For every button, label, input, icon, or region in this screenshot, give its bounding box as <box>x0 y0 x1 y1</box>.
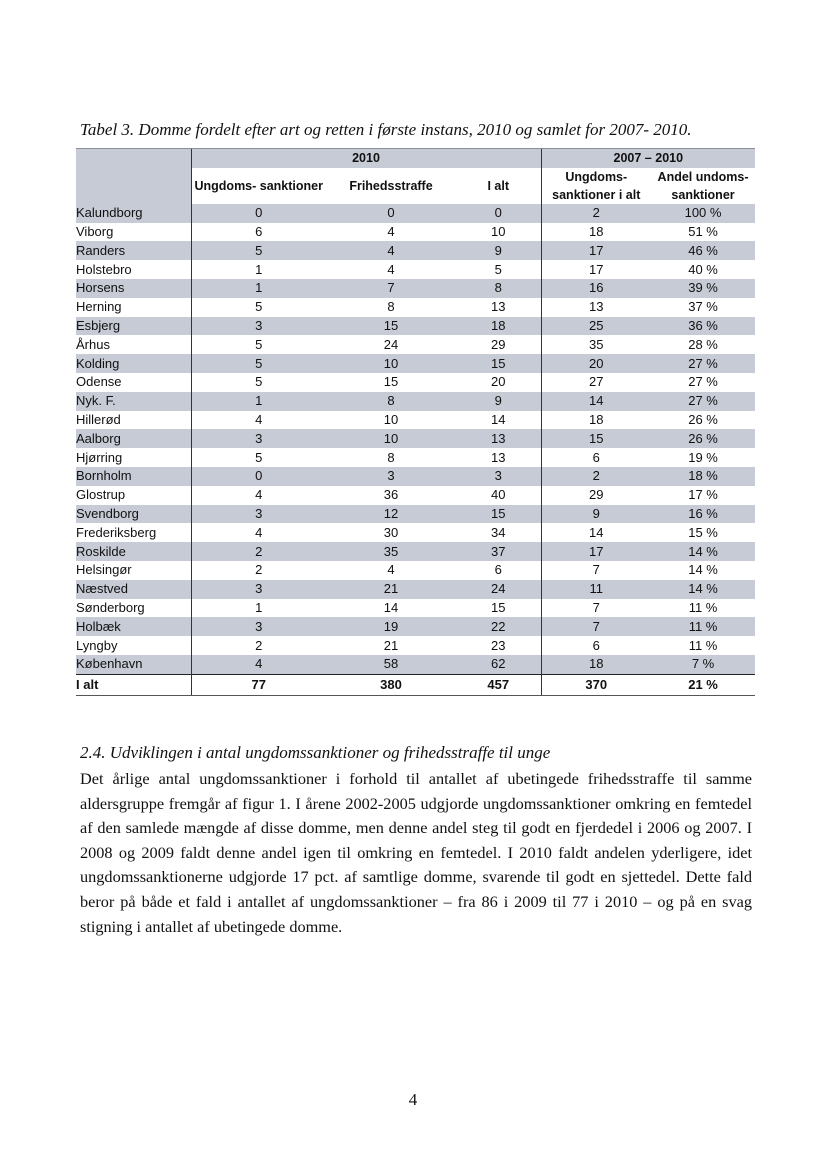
ungdom-2007-2010-cell: 17 <box>541 260 651 279</box>
frihed-2010-cell: 3 <box>326 467 456 486</box>
andel-cell: 19 % <box>651 448 755 467</box>
table-row <box>76 317 755 336</box>
ungdom-2007-2010-cell: 16 <box>541 279 651 298</box>
table-row <box>76 542 755 561</box>
ungdom-2007-2010-cell: 18 <box>541 411 651 430</box>
court-column-header <box>76 168 191 204</box>
ungdom-2010-cell: 5 <box>191 335 326 354</box>
ungdom-2010-cell: 1 <box>191 279 326 298</box>
ungdom-2007-2010-cell: 9 <box>541 505 651 524</box>
frihed-2010-cell: 4 <box>326 561 456 580</box>
ialt-2010-cell: 13 <box>456 298 541 317</box>
table-row <box>76 223 755 242</box>
total-andel: 21 % <box>651 674 755 695</box>
table-row <box>76 411 755 430</box>
andel-cell: 39 % <box>651 279 755 298</box>
andel-cell: 40 % <box>651 260 755 279</box>
ungdom-2010-cell: 4 <box>191 655 326 674</box>
ungdom-2010-cell: 6 <box>191 223 326 242</box>
andel-cell: 17 % <box>651 486 755 505</box>
frihed-2010-cell: 4 <box>326 241 456 260</box>
frihed-2010-cell: 7 <box>326 279 456 298</box>
table-row <box>76 505 755 524</box>
ungdom-2007-2010-cell: 17 <box>541 542 651 561</box>
frihed-2010-cell: 19 <box>326 617 456 636</box>
frihed-2010-cell: 14 <box>326 599 456 618</box>
court-name-cell: Holbæk <box>76 617 191 636</box>
total-ialt-2010: 457 <box>456 674 541 695</box>
frihed-2010-cell: 8 <box>326 392 456 411</box>
andel-cell: 15 % <box>651 523 755 542</box>
court-name-cell: Sønderborg <box>76 599 191 618</box>
table-row <box>76 561 755 580</box>
ungdom-2007-2010-cell: 14 <box>541 392 651 411</box>
table-row <box>76 279 755 298</box>
court-name-cell: Odense <box>76 373 191 392</box>
ungdom-2010-cell: 2 <box>191 542 326 561</box>
ialt-2010-cell: 23 <box>456 636 541 655</box>
total-ungdom-2010: 77 <box>191 674 326 695</box>
ungdom-2010-cell: 2 <box>191 636 326 655</box>
ungdom-2010-cell: 4 <box>191 523 326 542</box>
frihed-2010-cell: 10 <box>326 411 456 430</box>
ungdom-2007-2010-cell: 7 <box>541 617 651 636</box>
table-row <box>76 392 755 411</box>
ungdom-2010-cell: 1 <box>191 392 326 411</box>
table-row <box>76 204 755 223</box>
ungdom-2007-2010-cell: 25 <box>541 317 651 336</box>
andel-cell: 36 % <box>651 317 755 336</box>
ungdom-2010-cell: 3 <box>191 580 326 599</box>
ialt-2010-cell: 62 <box>456 655 541 674</box>
table-row <box>76 467 755 486</box>
andel-cell: 51 % <box>651 223 755 242</box>
ungdom-2010-cell: 5 <box>191 241 326 260</box>
court-name-cell: Kalundborg <box>76 204 191 223</box>
court-name-cell: Roskilde <box>76 542 191 561</box>
total-label: I alt <box>76 674 191 695</box>
table-caption: Tabel 3. Domme fordelt efter art og retten i første instans, 2010 og samlet for 2007- 2010. <box>80 120 692 139</box>
ungdom-2010-cell: 1 <box>191 260 326 279</box>
ungdom-2010-cell: 3 <box>191 429 326 448</box>
court-name-cell: Lyngby <box>76 636 191 655</box>
andel-cell: 7 % <box>651 655 755 674</box>
ungdom-2007-2010-cell: 20 <box>541 354 651 373</box>
ungdom-2007-2010-cell: 18 <box>541 223 651 242</box>
ialt-2010-cell: 37 <box>456 542 541 561</box>
ialt-2010-cell: 0 <box>456 204 541 223</box>
ungdom-2010-cell: 0 <box>191 467 326 486</box>
total-ungdom-2007-2010: 370 <box>541 674 651 695</box>
andel-cell: 11 % <box>651 636 755 655</box>
ungdom-2010-cell: 5 <box>191 354 326 373</box>
ungdom-2007-2010-cell: 13 <box>541 298 651 317</box>
table-body <box>76 204 755 674</box>
ialt-2010-cell: 3 <box>456 467 541 486</box>
table-row <box>76 298 755 317</box>
frihed-2010-cell: 12 <box>326 505 456 524</box>
body-paragraph: Det årlige antal ungdomssanktioner i forhold til antallet af ubetingede frihedsstraffe til samme aldersgruppe fremgår af figur 1. I årene 2002-2005 udgjorde ungdomssanktioner omkring en femtedel af den samlede mængde af disse domme, men denne andel steg til godt en fjerdedel i 2006 og 2007. I 2008 og 2009 faldt denne andel igen til omkring en femtedel. I 2010 faldt andelen yderligere, idet ungdomssanktionerne udgjorde 17 pct. af samtlige domme, svarende til godt en sjettedel. Dette fald beror på både et fald i antallet af ungdomssanktioner – fra 86 i 2009 til 77 i 2010 – og på en svag stigning i antallet af ubetingede domme. <box>80 769 752 936</box>
group-header-row <box>76 149 755 168</box>
ungdom-2010-cell: 5 <box>191 448 326 467</box>
header-ungdomssanktioner-i-alt: Ungdoms- sanktioner i alt <box>541 168 651 204</box>
frihed-2010-cell: 0 <box>326 204 456 223</box>
frihed-2010-cell: 15 <box>326 317 456 336</box>
frihed-2010-cell: 24 <box>326 335 456 354</box>
ungdom-2007-2010-cell: 6 <box>541 448 651 467</box>
andel-cell: 27 % <box>651 392 755 411</box>
court-name-cell: Næstved <box>76 580 191 599</box>
ungdom-2010-cell: 5 <box>191 298 326 317</box>
andel-cell: 18 % <box>651 467 755 486</box>
column-header-row <box>76 168 755 204</box>
frihed-2010-cell: 8 <box>326 298 456 317</box>
andel-cell: 37 % <box>651 298 755 317</box>
andel-cell: 27 % <box>651 373 755 392</box>
ungdom-2007-2010-cell: 29 <box>541 486 651 505</box>
ungdom-2010-cell: 1 <box>191 599 326 618</box>
ungdom-2010-cell: 3 <box>191 317 326 336</box>
court-name-cell: Århus <box>76 335 191 354</box>
header-andel: Andel undoms- sanktioner <box>651 168 755 204</box>
ungdom-2010-cell: 4 <box>191 486 326 505</box>
ialt-2010-cell: 29 <box>456 335 541 354</box>
ialt-2010-cell: 9 <box>456 241 541 260</box>
table-row <box>76 636 755 655</box>
ungdom-2007-2010-cell: 6 <box>541 636 651 655</box>
ungdom-2007-2010-cell: 14 <box>541 523 651 542</box>
andel-cell: 14 % <box>651 580 755 599</box>
table-row <box>76 260 755 279</box>
header-ungdomssanktioner-2010: Ungdoms- sanktioner <box>191 168 326 204</box>
table-row <box>76 448 755 467</box>
sentences-table <box>76 148 755 696</box>
ialt-2010-cell: 34 <box>456 523 541 542</box>
court-name-cell: Herning <box>76 298 191 317</box>
ungdom-2010-cell: 5 <box>191 373 326 392</box>
ungdom-2010-cell: 3 <box>191 505 326 524</box>
table-row <box>76 599 755 618</box>
total-frihed-2010: 380 <box>326 674 456 695</box>
court-name-cell: Holstebro <box>76 260 191 279</box>
frihed-2010-cell: 21 <box>326 580 456 599</box>
court-name-cell: Esbjerg <box>76 317 191 336</box>
table-row <box>76 580 755 599</box>
frihed-2010-cell: 4 <box>326 260 456 279</box>
corner-cell <box>76 149 191 168</box>
page-number: 4 <box>408 1090 418 1109</box>
andel-cell: 11 % <box>651 617 755 636</box>
ialt-2010-cell: 40 <box>456 486 541 505</box>
table-row <box>76 241 755 260</box>
ialt-2010-cell: 13 <box>456 448 541 467</box>
table-row <box>76 373 755 392</box>
ungdom-2007-2010-cell: 2 <box>541 467 651 486</box>
court-name-cell: Hjørring <box>76 448 191 467</box>
court-name-cell: Randers <box>76 241 191 260</box>
andel-cell: 26 % <box>651 411 755 430</box>
table-row <box>76 335 755 354</box>
court-name-cell: Viborg <box>76 223 191 242</box>
andel-cell: 26 % <box>651 429 755 448</box>
court-name-cell: Bornholm <box>76 467 191 486</box>
court-name-cell: Frederiksberg <box>76 523 191 542</box>
ungdom-2007-2010-cell: 7 <box>541 561 651 580</box>
court-name-cell: København <box>76 655 191 674</box>
total-row <box>76 674 755 695</box>
ungdom-2007-2010-cell: 7 <box>541 599 651 618</box>
andel-cell: 14 % <box>651 542 755 561</box>
section-heading: 2.4. Udviklingen i antal ungdomssanktioner og frihedsstraffe til unge <box>80 743 551 762</box>
ungdom-2007-2010-cell: 27 <box>541 373 651 392</box>
court-name-cell: Hillerød <box>76 411 191 430</box>
frihed-2010-cell: 4 <box>326 223 456 242</box>
andel-cell: 100 % <box>651 204 755 223</box>
ungdom-2007-2010-cell: 15 <box>541 429 651 448</box>
table-row <box>76 429 755 448</box>
ialt-2010-cell: 10 <box>456 223 541 242</box>
ialt-2010-cell: 5 <box>456 260 541 279</box>
frihed-2010-cell: 30 <box>326 523 456 542</box>
ialt-2010-cell: 14 <box>456 411 541 430</box>
ialt-2010-cell: 6 <box>456 561 541 580</box>
ungdom-2007-2010-cell: 11 <box>541 580 651 599</box>
header-i-alt-2010: I alt <box>456 168 541 204</box>
ungdom-2010-cell: 0 <box>191 204 326 223</box>
ungdom-2010-cell: 4 <box>191 411 326 430</box>
court-name-cell: Nyk. F. <box>76 392 191 411</box>
court-name-cell: Glostrup <box>76 486 191 505</box>
andel-cell: 46 % <box>651 241 755 260</box>
table-row <box>76 486 755 505</box>
frihed-2010-cell: 36 <box>326 486 456 505</box>
frihed-2010-cell: 58 <box>326 655 456 674</box>
andel-cell: 11 % <box>651 599 755 618</box>
table-row <box>76 354 755 373</box>
ialt-2010-cell: 20 <box>456 373 541 392</box>
table-row <box>76 523 755 542</box>
court-name-cell: Svendborg <box>76 505 191 524</box>
ialt-2010-cell: 13 <box>456 429 541 448</box>
frihed-2010-cell: 8 <box>326 448 456 467</box>
ialt-2010-cell: 18 <box>456 317 541 336</box>
andel-cell: 16 % <box>651 505 755 524</box>
frihed-2010-cell: 35 <box>326 542 456 561</box>
andel-cell: 27 % <box>651 354 755 373</box>
frihed-2010-cell: 10 <box>326 429 456 448</box>
frihed-2010-cell: 10 <box>326 354 456 373</box>
ungdom-2010-cell: 2 <box>191 561 326 580</box>
court-name-cell: Horsens <box>76 279 191 298</box>
court-name-cell: Aalborg <box>76 429 191 448</box>
ialt-2010-cell: 15 <box>456 599 541 618</box>
ungdom-2007-2010-cell: 35 <box>541 335 651 354</box>
court-name-cell: Kolding <box>76 354 191 373</box>
andel-cell: 14 % <box>651 561 755 580</box>
court-name-cell: Helsingør <box>76 561 191 580</box>
frihed-2010-cell: 21 <box>326 636 456 655</box>
header-frihedsstraffe-2010: Frihedsstraffe <box>326 168 456 204</box>
ialt-2010-cell: 22 <box>456 617 541 636</box>
table-row <box>76 655 755 674</box>
ungdom-2007-2010-cell: 18 <box>541 655 651 674</box>
ialt-2010-cell: 15 <box>456 505 541 524</box>
ungdom-2007-2010-cell: 17 <box>541 241 651 260</box>
group-header-2007-2010: 2007 – 2010 <box>541 149 755 168</box>
ialt-2010-cell: 24 <box>456 580 541 599</box>
ialt-2010-cell: 8 <box>456 279 541 298</box>
andel-cell: 28 % <box>651 335 755 354</box>
frihed-2010-cell: 15 <box>326 373 456 392</box>
ungdom-2007-2010-cell: 2 <box>541 204 651 223</box>
group-header-2010: 2010 <box>191 149 541 168</box>
table-row <box>76 617 755 636</box>
ialt-2010-cell: 9 <box>456 392 541 411</box>
ungdom-2010-cell: 3 <box>191 617 326 636</box>
ialt-2010-cell: 15 <box>456 354 541 373</box>
